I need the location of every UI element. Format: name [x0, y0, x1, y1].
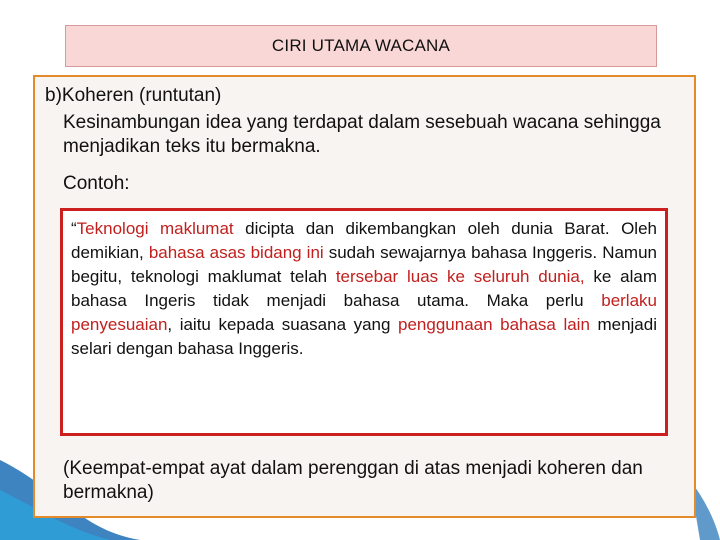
paragraph-text: “ — [71, 219, 77, 238]
section-heading: b)Koheren (runtutan) — [45, 85, 222, 106]
section-description: Kesinambungan idea yang terdapat dalam sesebuah wacana sehingga menjadikan teks itu bermakna. — [63, 112, 661, 157]
paragraph-text: menjadi selari dengan bahasa Inggeris. — [71, 315, 657, 358]
highlighted-phrase: penggunaan bahasa lain — [398, 315, 590, 334]
highlighted-phrase: bahasa asas bidang ini — [148, 243, 324, 262]
example-label: Contoh: — [63, 173, 130, 194]
example-paragraph — [71, 217, 657, 361]
highlighted-phrase: Teknologi maklumat — [76, 219, 234, 238]
paragraph-text: , iaitu kepada suasana yang — [167, 315, 399, 334]
paragraph-text: ke alam bahasa Ingeris tidak menjadi bahasa utama. Maka perlu — [71, 267, 657, 310]
page-title: CIRI UTAMA WACANA — [271, 36, 451, 55]
paragraph-text: sudah sewajarnya bahasa Inggeris. Namun begitu, teknologi maklumat telah — [71, 243, 657, 286]
content-panel — [33, 75, 696, 518]
title-banner — [65, 25, 657, 67]
paragraph-text: dicipta dan dikembangkan oleh dunia Barat. Oleh demikian, — [71, 219, 657, 262]
highlighted-phrase: tersebar luas ke seluruh dunia, — [335, 267, 585, 286]
example-box — [60, 208, 668, 436]
highlighted-phrase: berlaku penyesuaian — [71, 291, 657, 334]
explanation-note: (Keempat-empat ayat dalam perenggan di atas menjadi koheren dan bermakna) — [63, 458, 643, 503]
